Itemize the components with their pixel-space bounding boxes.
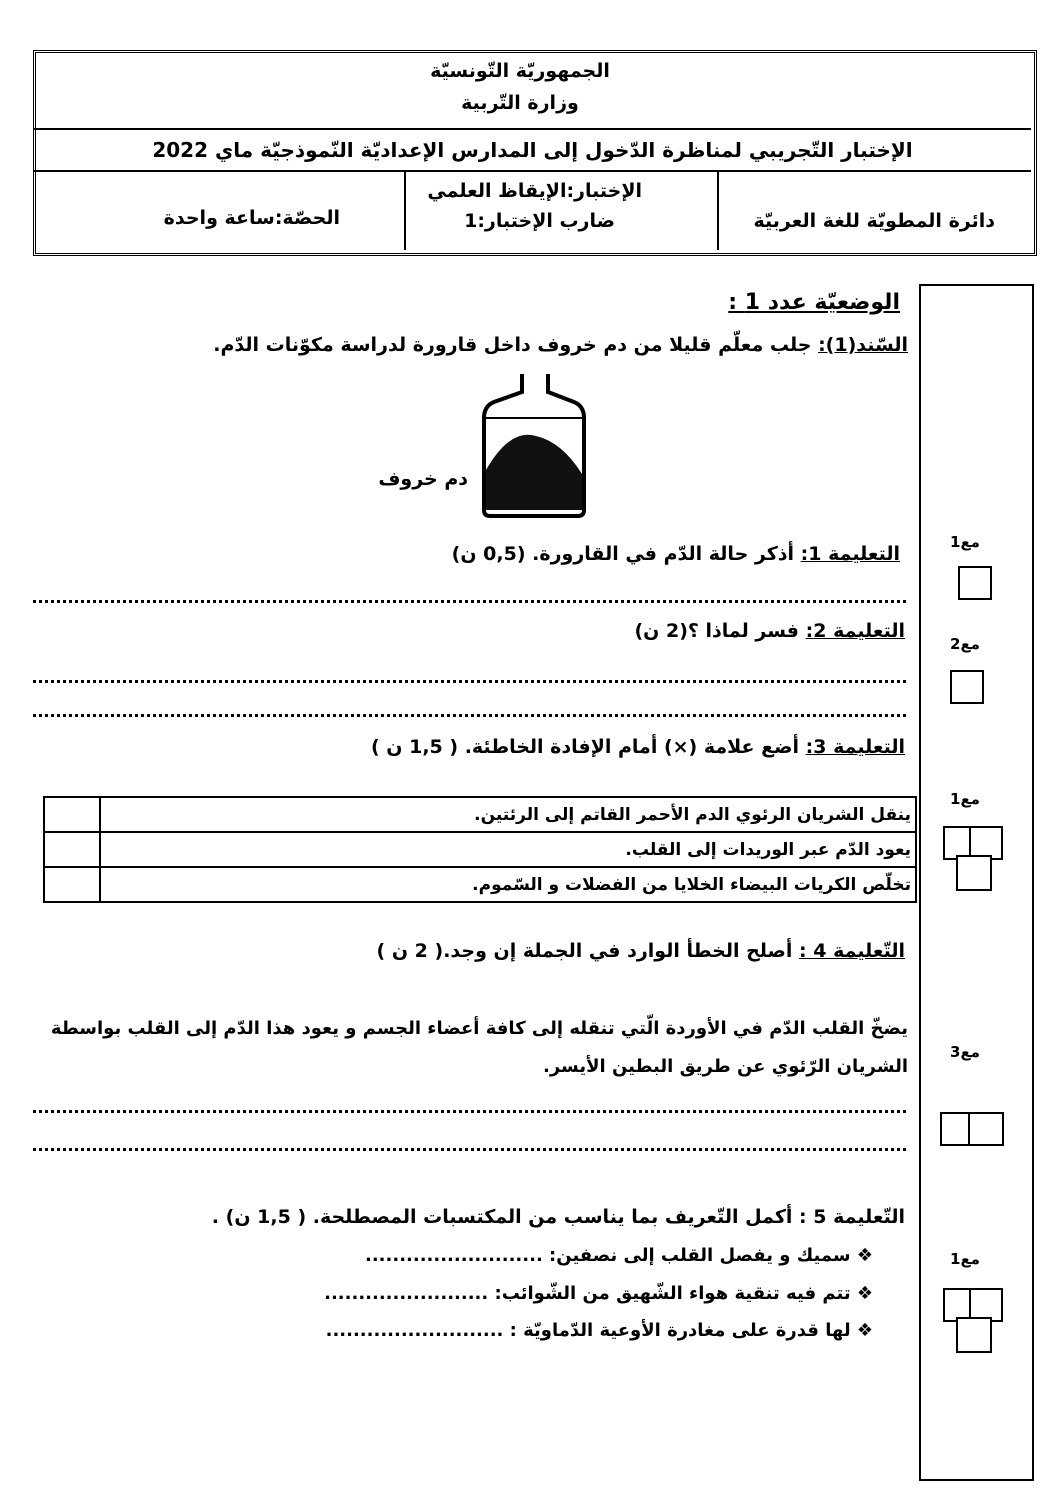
true-false-table — [43, 796, 917, 903]
score-box — [956, 855, 992, 891]
exam-subject: الإختبار:الإيقاظ العلمي — [427, 180, 642, 202]
header-divider — [717, 170, 719, 250]
definition-item: ❖ لها قدرة على مغادرة الأوعية الدّماويّة : .......................... — [325, 1320, 873, 1341]
task-1-label: التعليمة 1: — [800, 543, 900, 565]
task-2-text: فسر لماذا ؟(2 ن) — [634, 620, 800, 642]
mark-cell[interactable] — [44, 797, 100, 832]
answer-line[interactable] — [33, 714, 906, 717]
answer-line[interactable] — [33, 600, 906, 603]
criterion-label: مع2 — [950, 635, 980, 653]
task-4-text: أصلح الخطأ الوارد في الجملة إن وجد.( 2 ن ) — [376, 940, 793, 962]
task-1 — [300, 543, 900, 565]
header-divider — [33, 128, 1031, 130]
task-3-text: أضع علامة (×) أمام الإفادة الخاطئة. ( 1,5 ن ) — [370, 736, 800, 758]
task-4-sentence-line-1: يضخّ القلب الدّم في الأوردة الّتي تنقله إلى كافة أعضاء الجسم و يعود هذا الدّم إلى القلب بواسطة — [50, 1018, 908, 1039]
answer-line[interactable] — [33, 1148, 906, 1151]
exam-duration: الحصّة:ساعة واحدة — [163, 207, 340, 229]
criterion-label: مع1 — [950, 1250, 980, 1268]
mark-cell[interactable] — [44, 867, 100, 902]
table-row — [44, 867, 916, 902]
criterion-label: مع3 — [950, 1043, 980, 1061]
document-label: السّند(1): — [818, 334, 908, 356]
document-line — [200, 334, 908, 356]
score-box — [958, 566, 992, 600]
criterion-label: مع1 — [950, 533, 980, 551]
mark-cell[interactable] — [44, 832, 100, 867]
statement-cell: ينقل الشريان الرئوي الدم الأحمر القاتم إلى الرئتين. — [100, 797, 916, 832]
task-4-sentence-line-2: الشريان الرّئوي عن طريق البطين الأيسر. — [543, 1056, 908, 1077]
circle-name: دائرة المطويّة للغة العربيّة — [753, 210, 995, 232]
task-5 — [200, 1206, 905, 1228]
answer-line[interactable] — [33, 680, 906, 683]
image-caption: دم خروف — [378, 468, 468, 490]
answer-line[interactable] — [33, 1110, 906, 1113]
table-row — [44, 797, 916, 832]
task-4-label: التّعليمة 4 : — [799, 940, 905, 962]
document-text: جلب معلّم قليلا من دم خروف داخل قارورة لدراسة مكوّنات الدّم. — [213, 334, 812, 356]
republic-name: الجمهوريّة التّونسيّة — [430, 60, 610, 82]
task-1-text: أذكر حالة الدّم في القارورة. (0,5 ن) — [451, 543, 795, 565]
score-box — [956, 1317, 992, 1353]
header-divider — [404, 170, 406, 250]
exam-coefficient: ضارب الإختبار:1 — [464, 210, 615, 232]
ministry-name: وزارة التّربية — [461, 92, 579, 114]
task-3 — [300, 736, 905, 758]
task-3-label: التعليمة 3: — [805, 736, 905, 758]
score-box — [950, 670, 984, 704]
header-divider — [33, 170, 1031, 172]
definition-item: ❖ سميك و يفصل القلب إلى نصفين: .......................... — [365, 1245, 873, 1266]
table-row — [44, 832, 916, 867]
statement-cell: يعود الدّم عبر الوريدات إلى القلب. — [100, 832, 916, 867]
task-5-text: أكمل التّعريف بما يناسب من المكتسبات المصطلحة. ( 1,5 ن) . — [211, 1206, 793, 1228]
blood-flask-illustration — [480, 370, 590, 520]
statement-cell: تخلّص الكريات البيضاء الخلايا من الفضلات و السّموم. — [100, 867, 916, 902]
definition-item: ❖ تتم فيه تنقية هواء الشّهيق من الشّوائب: ........................ — [324, 1283, 873, 1304]
situation-title: الوضعيّة عدد 1 : — [728, 290, 900, 315]
criterion-label: مع1 — [950, 790, 980, 808]
score-box — [968, 1112, 1004, 1146]
task-5-label: التّعليمة 5 : — [799, 1206, 905, 1228]
task-2-label: التعليمة 2: — [805, 620, 905, 642]
task-4 — [300, 940, 905, 962]
task-2 — [400, 620, 905, 642]
exam-title: الإختبار التّجريبي لمناظرة الدّخول إلى المدارس الإعداديّة النّموذجيّة ماي 2022 — [152, 138, 913, 162]
